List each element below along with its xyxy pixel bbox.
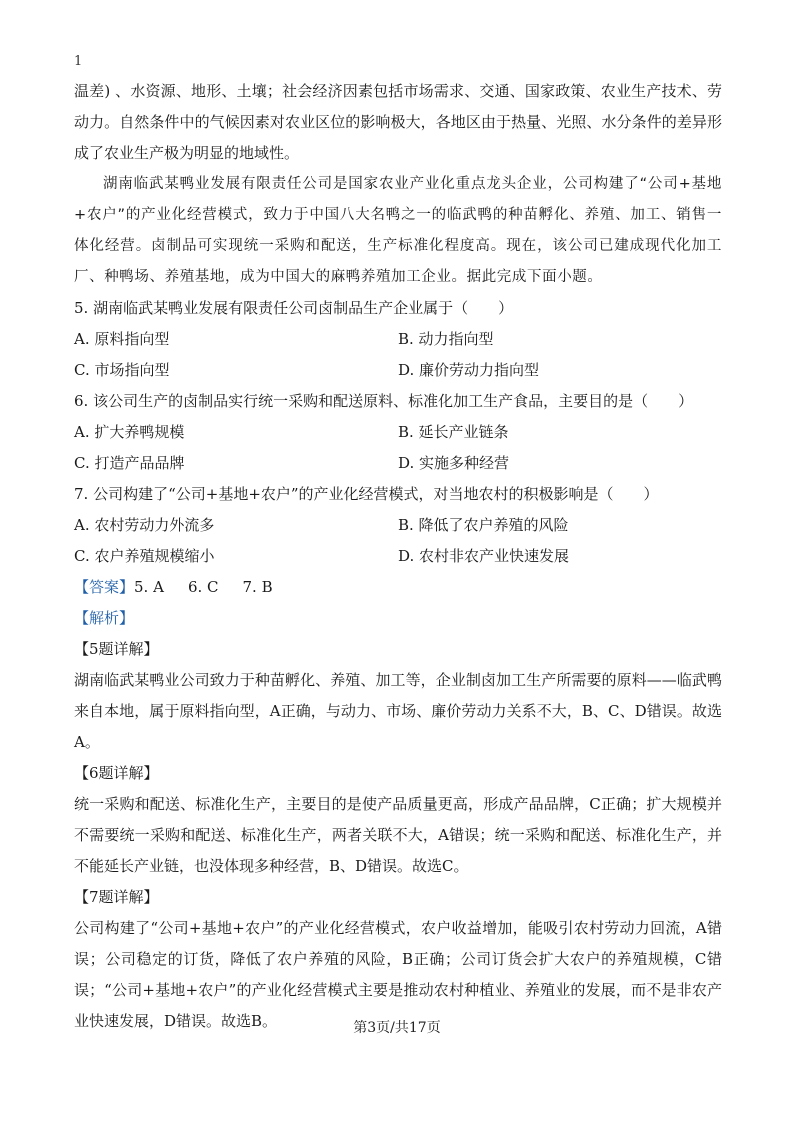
answer-item: 6. C [187,578,219,596]
options-group [74,510,722,572]
page-marker: 1 [74,54,83,69]
option-d: D. 农村非农产业快速发展 [398,547,570,565]
detail-heading: 【5题详解】 [74,640,159,658]
reading-passage: 湖南临武某鸭业发展有限责任公司是国家农业产业化重点龙头企业，公司构建了“公司+基地+农户”的产业化经营模式，致力于中国八大名鸭之一的临武鸭的种苗孵化、养殖、加工、销售一体化经营。卤制品可实现统一采购和配送，生产标准化程度高。现在，该公司已建成现代化加工厂、种鸭场、养殖基地，成为中国大的麻鸭养殖加工企业。据此完成下面小题。 [74,176,722,285]
detail-text: 公司构建了“公司+基地+农户”的产业化经营模式，农户收益增加，能吸引农村劳动力回流，A错误；公司稳定的订货，降低了农户养殖的风险，B正确；公司订货会扩大农户的养殖规模，C错误；“公司+基地+农户”的产业化经营模式主要是推动农村种植业、养殖业的发展，而不是非农产业快速发展，D错误。故选B。 [74,919,722,1030]
question-stem: 5. 湖南临武某鸭业发展有限责任公司卤制品生产企业属于（ ） [74,299,514,317]
option-a: A. 农村劳动力外流多 [74,516,215,534]
options-group [74,417,722,479]
intro-continuation: 温差) 、水资源、地形、土壤；社会经济因素包括市场需求、交通、国家政策、农业生产技术、劳动力。自然条件中的气候因素对农业区位的影响极大，各地区由于热量、光照、水分条件的差异形成了农业生产极为明显的地域性。 [74,82,722,162]
option-c: C. 市场指向型 [74,361,170,379]
question-stem: 7. 公司构建了“公司+基地+农户”的产业化经营模式，对当地农村的积极影响是（ ） [74,485,659,503]
detail-text: 统一采购和配送、标准化生产，主要目的是使产品质量更高，形成产品品牌，C正确；扩大规模并不需要统一采购和配送、标准化生产，两者关联不大，A错误；统一采购和配送、标准化生产，并不能延长产业链，也没体现多种经营，B、D错误。故选C。 [74,795,722,875]
answer-tag: 【答案】 [74,578,135,596]
detail-heading: 【6题详解】 [74,764,159,782]
option-a: A. 原料指向型 [74,330,170,348]
analysis-tag: 【解析】 [74,609,135,627]
option-d: D. 实施多种经营 [398,454,510,472]
option-a: A. 扩大养鸭规模 [74,423,185,441]
question-stem: 6. 该公司生产的卤制品实行统一采购和配送原料、标准化加工生产食品，主要目的是（ ） [74,392,694,410]
option-d: D. 廉价劳动力指向型 [398,361,540,379]
page-content [74,76,722,1037]
options-group [74,324,722,386]
option-c: C. 打造产品品牌 [74,454,185,472]
answer-line [74,572,722,603]
detail-text: 湖南临武某鸭业公司致力于种苗孵化、养殖、加工等，企业制卤加工生产所需要的原料——临武鸭来自本地，属于原料指向型，A正确，与动力、市场、廉价劳动力关系不大，B、C、D错误。故选A。 [74,671,722,751]
option-b: B. 延长产业链条 [398,423,509,441]
page-footer: 第3页/共17页 [353,1020,441,1036]
option-b: B. 动力指向型 [398,330,494,348]
answer-item: 7. B [242,578,273,596]
detail-heading: 【7题详解】 [74,888,159,906]
option-c: C. 农户养殖规模缩小 [74,547,215,565]
option-b: B. 降低了农户养殖的风险 [398,516,569,534]
answer-item: 5. A [134,578,164,596]
